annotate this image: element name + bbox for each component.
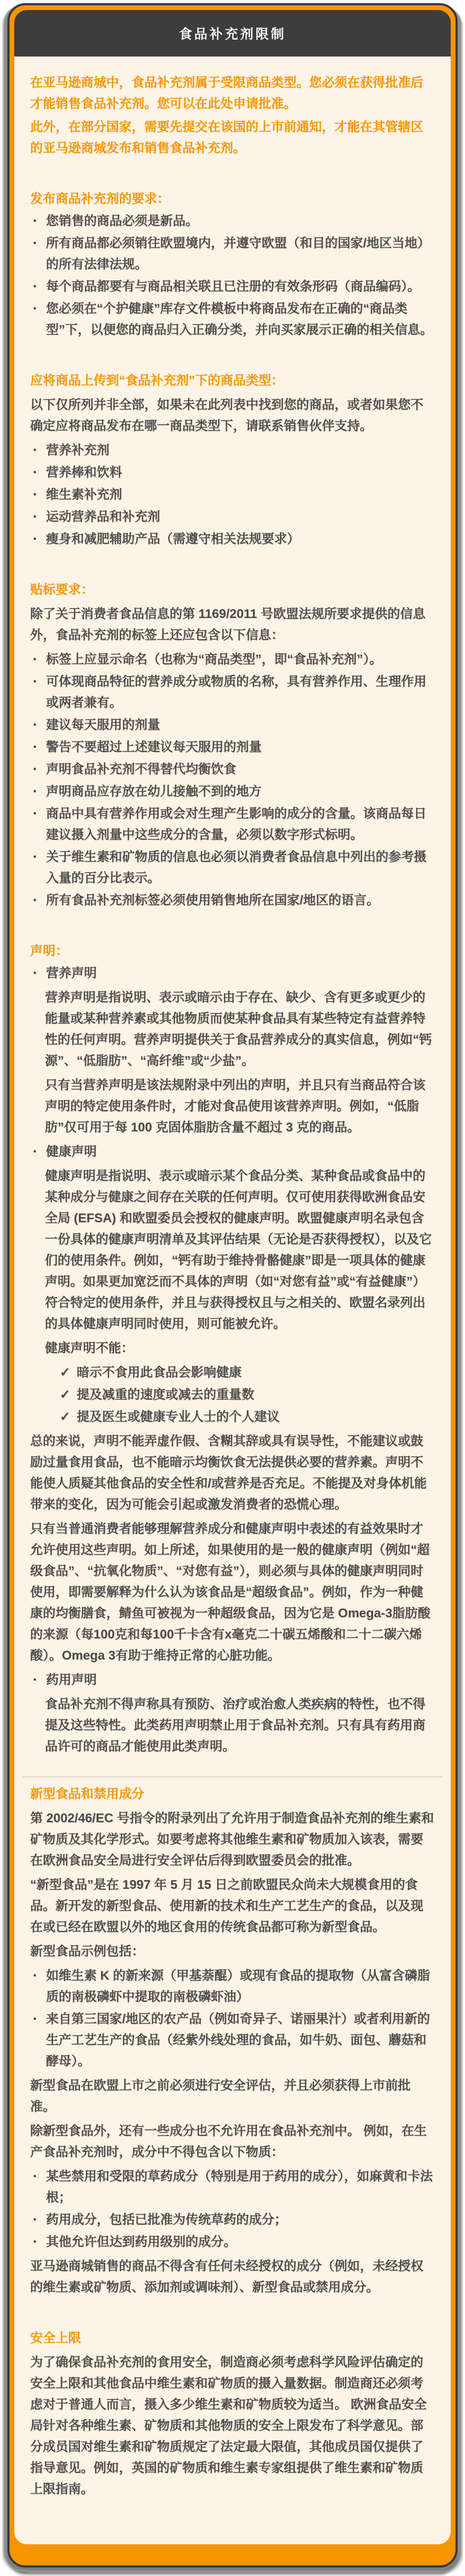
- sub-paragraph: 只有当营养声明是该法规附录中列出的声明，并且只有当商品符合该声明的特定使用条件时，才能对食品使用该营养声明。例如，“低脂肪”仅可用于每 100 克固体脂肪含量不超过 3 克的商品。: [45, 1078, 425, 1135]
- bullet-icon: •: [33, 535, 36, 544]
- section-heading: 声明：: [30, 944, 68, 958]
- list-item-text: 您销售的商品必须是新品。: [46, 214, 198, 228]
- sub-paragraph: 营养声明是指说明、表示或暗示由于存在、缺少、含有更多或更少的能量或某种营养素或其他物质而使某种食品具有某些特定有益营养特性的任何声明。营养声明提供关于食品营养成分的真实信息，例如“钙源”、“低脂肪”、“高纤维”或“少盐”。: [45, 990, 432, 1068]
- paragraph: 亚马逊商城销售的商品不得含有任何未经授权的成分（例如，未经授权的维生素或矿物质、添加剂或调味剂）、新型食品或禁用成分。: [30, 2259, 423, 2294]
- list-item-text: 关于维生素和矿物质的信息也必须以消费者食品信息中列出的参考摄入量的百分比表示。: [46, 850, 426, 885]
- intro-paragraph: 此外，在部分国家，需要先提交在该国的上市前通知，才能在其管辖区的亚马逊商城发布和销售食品补充剂。: [30, 120, 423, 155]
- bullet-list: [30, 440, 435, 550]
- list-item-text: 可体现商品特征的营养成分或物质的名称，具有营养作用、生理作用或两者兼有。: [46, 675, 426, 710]
- list-item-text: 商品中具有营养作用或会对生理产生影响的成分的含量。该商品每日建议摄入剂量中这些成分的含量，必须以数字形式标明。: [46, 807, 426, 842]
- check-list-item: [60, 1384, 435, 1406]
- bullet-icon: •: [33, 1675, 36, 1684]
- list-item-text: 警告不要超过上述建议每天服用的剂量: [46, 740, 262, 754]
- bullet-list: [30, 2166, 435, 2253]
- section-heading: 安全上限: [30, 2331, 81, 2345]
- paragraph: 只有当普通消费者能够理解营养成分和健康声明中表述的有益效果时才允许使用这些声明。如上所述，如果使用的是一般的健康声明（例如“超级食品”、“抗氧化物质”、“对您有益”），则必须与具体的健康声明同时使用，即需要解释为什么认为该食品是“超级食品”。例如，作为一种健康的均衡膳食，鲭鱼可被视为一种超级食品，因为它是 Omega-3脂肪酸的来源（每100克和每100千卡含有x毫克二十碳五烯酸和二十二碳六烯酸）。Omega 3有助于维持正常的心脏功能。: [30, 1522, 431, 1663]
- paragraph: 总的来说，声明不能弄虚作假、含糊其辞或具有误导性，不能建议或鼓励过量食用食品，也不能暗示均衡饮食无法提供必要的营养素。声明不能使人质疑其他食品的安全性和/或营养是否充足。不能提及对身体机能带来的变化，因为可能会引起或激发消费者的恐慌心理。: [30, 1434, 427, 1512]
- section-heading: 新型食品和禁用成分: [30, 1787, 144, 1801]
- list-item-text: 如维生素 K 的新来源（甲基萘醌）或现有食品的提取物（从富含磷脂质的南极磷虾中提取的南极磷虾油）: [46, 1969, 430, 2004]
- section-heading: 贴标要求：: [30, 583, 94, 597]
- list-item-text: 所有食品补充剂标签必须使用销售地所在国家/地区的语言。: [46, 893, 379, 907]
- list-item: [30, 737, 435, 758]
- bullet-icon: •: [33, 1971, 36, 1980]
- bullet-icon: •: [33, 468, 36, 477]
- intro-paragraph: 在亚马逊商城中，食品补充剂属于受限商品类型。您必须在获得批准后才能销售食品补充剂。您可以在此处申请批准。: [30, 76, 423, 111]
- list-item: [30, 649, 435, 670]
- page-title: 食品补充剂限制: [179, 27, 286, 42]
- paragraph: “新型食品”是在 1997 年 5 月 15 日之前欧盟民众尚未大规模食用的食品。新开发的新型食品、使用新的技术和生产工艺生产的食品，以及现在或已经在欧盟以外的地区食用的传统食品都可称为新型食品。: [30, 1878, 423, 1934]
- bullet-icon: •: [33, 304, 36, 313]
- bullet-icon: •: [33, 677, 36, 686]
- list-item-text: 建议每天服用的剂量: [46, 718, 160, 732]
- bullet-icon: •: [33, 896, 36, 905]
- bullet-icon: •: [33, 743, 36, 752]
- bullet-icon: •: [33, 446, 36, 455]
- list-item: [30, 211, 435, 232]
- bullet-icon: •: [33, 787, 36, 796]
- list-item-text: 声明商品应存放在幼儿接触不到的地方: [46, 784, 262, 799]
- list-item-text: 来自第三国家/地区的农产品（例如奇异子、诺丽果汁）或者利用新的生产工艺生产的食品（经紫外线处理的食品，如牛奶、面包、蘑菇和酵母）。: [46, 2012, 430, 2068]
- card-header: [14, 10, 451, 57]
- list-item-text: 每个商品都要有与商品相关联且已注册的有效条形码（商品编码）。: [46, 279, 420, 294]
- paragraph: 除新型食品外，还有一些成分也不允许用在食品补充剂中。 例如，在生产食品补充剂时，成分中不得包含以下物质：: [30, 2124, 427, 2159]
- list-item: [30, 890, 435, 911]
- bullet-icon: •: [33, 217, 36, 226]
- check-list-item: [60, 1362, 435, 1383]
- check-icon: ✓: [60, 1365, 71, 1380]
- list-item-text: 所有商品都必须销往欧盟境内，并遵守欧盟（和目的国家/地区当地）的所有法律法规。: [46, 236, 430, 271]
- list-item: [30, 847, 435, 889]
- bullet-icon: •: [33, 1147, 36, 1156]
- list-item-text: 药用成分，包括已批准为传统草药的成分；: [46, 2213, 287, 2227]
- list-item: [30, 759, 435, 780]
- list-item: [30, 1141, 435, 1163]
- bullet-list: [30, 1965, 435, 2072]
- list-item-text: 营养补充剂: [46, 443, 109, 457]
- bullet-icon: •: [33, 720, 36, 729]
- sub-paragraph: 健康声明不能：: [45, 1341, 134, 1355]
- check-icon: ✓: [60, 1410, 71, 1424]
- list-item: [30, 276, 435, 297]
- list-item: [30, 715, 435, 736]
- list-item-text: 药用声明: [46, 1673, 97, 1687]
- check-item-text: 提及医生或健康专业人士的个人建议: [77, 1410, 280, 1424]
- bullet-icon: •: [33, 809, 36, 818]
- paragraph: 新型食品在欧盟上市之前必须进行安全评估，并且必须获得上市前批准。: [30, 2078, 411, 2114]
- list-item: [30, 484, 435, 505]
- list-item-text: 维生素补充剂: [46, 488, 122, 502]
- list-item: [30, 233, 435, 275]
- list-item: [30, 1965, 435, 2008]
- list-item-text: 健康声明: [46, 1145, 97, 1159]
- list-item-text: 某些禁用和受限的草药成分（特别是用于药用的成分），如麻黄和卡法根；: [46, 2169, 433, 2205]
- bullet-icon: •: [33, 490, 36, 499]
- check-icon: ✓: [60, 1388, 71, 1402]
- list-item: [30, 2232, 435, 2253]
- section-divider: [23, 1776, 442, 1777]
- list-item-text: 其他允许但达到药用级别的成分。: [46, 2235, 236, 2249]
- list-item-text: 营养声明: [46, 966, 97, 980]
- card-body: [14, 57, 451, 2544]
- check-list-item: [60, 1407, 435, 1428]
- list-item-text: 瘦身和减肥辅助产品（需遵守相关法规要求）: [46, 532, 300, 546]
- bullet-icon: •: [33, 853, 36, 861]
- list-item: [30, 2166, 435, 2208]
- list-item-text: 营养棒和饮料: [46, 465, 122, 480]
- paragraph: 为了确保食品补充剂的食用安全，制造商必须考虑科学风险评估确定的安全上限和其他食品中维生素和矿物质的摄入量数据。制造商还必须考虑对于普通人而言，摄入多少维生素和矿物质较为适当。 欧洲食品安全局针对各种维生素、矿物质和其他物质的安全上限发布了科学意见。部分成员国对维生素和矿物质规定了法定最大限值，其他成员国仅提供了指导意见。例如，英国的矿物质和维生素专家组提供了维生素和矿物质上限指南。: [30, 2355, 427, 2496]
- list-item-text: 标签上应显示命名（也称为“商品类型”，即“食品补充剂”）。: [46, 652, 382, 667]
- check-item-text: 提及减重的速度或减去的重量数: [77, 1388, 255, 1402]
- restriction-card: [7, 3, 458, 2568]
- bullet-icon: •: [33, 282, 36, 291]
- list-item: [30, 803, 435, 846]
- list-item: [30, 2009, 435, 2072]
- bullet-icon: •: [33, 239, 36, 248]
- list-item-text: 您必须在“个护健康”库存文件模板中将商品发布在正确的“商品类型”下，以便您的商品归入正确分类，并向买家展示正确的相关信息。: [46, 302, 433, 337]
- bullet-icon: •: [33, 765, 36, 774]
- paragraph: 除了关于消费者食品信息的第 1169/2011 号欧盟法规所要求提供的信息外，食品补充剂的标签上还应包含以下信息：: [30, 607, 426, 642]
- bullet-icon: •: [33, 2215, 36, 2224]
- intro-section: [30, 72, 435, 159]
- list-item-text: 声明食品补充剂不得替代均衡饮食: [46, 762, 236, 776]
- list-item: [30, 440, 435, 461]
- check-item-text: 暗示不食用此食品会影响健康: [77, 1365, 242, 1380]
- content-sections: [30, 189, 435, 2500]
- list-item: [30, 298, 435, 341]
- bullet-list: [30, 1670, 435, 1691]
- list-item: [30, 507, 435, 528]
- section-heading: 应将商品上传到“食品补充剂”下的商品类型：: [30, 373, 284, 388]
- list-item: [30, 671, 435, 714]
- list-item: [30, 529, 435, 550]
- bullet-list: [30, 963, 435, 984]
- list-item: [30, 462, 435, 483]
- paragraph: 新型食品示例包括：: [30, 1944, 144, 1959]
- bullet-list: [30, 1141, 435, 1163]
- bullet-list: [30, 649, 435, 911]
- bullet-icon: •: [33, 2237, 36, 2246]
- paragraph: 以下仅所列并非全部，如果未在此列表中找到您的商品，或者如果您不确定应将商品发布在哪一商品类型下，请联系销售伙伴支持。: [30, 398, 423, 433]
- bullet-list: [30, 211, 435, 341]
- sub-paragraph: 健康声明是指说明、表示或暗示某个食品分类、某种食品或食品中的某种成分与健康之间存在关联的任何声明。仅可使用获得欧洲食品安全局 (EFSA) 和欧盟委员会授权的健康声明。欧盟健康声明名录包含一份具体的健康声明清单及其评估结果（无论是否获得授权），以及它们的使用条件。例如，“钙有助于维持骨骼健康”即是一项具体的健康声明。如果更加宽泛而不具体的声明（如“对您有益”或“有益健康”）符合特定的使用条件，并且与获得授权且与之相关的、欧盟名录列出的具体健康声明同时使用，则可能被允许。: [45, 1169, 432, 1331]
- list-item: [30, 781, 435, 802]
- bullet-icon: •: [33, 2172, 36, 2181]
- list-item: [30, 1670, 435, 1691]
- bullet-icon: •: [33, 512, 36, 521]
- paragraph: 第 2002/46/EC 号指令的附录列出了允许用于制造食品补充剂的维生素和矿物质及其化学形式。如要考虑将其他维生素和矿物质加入该表，需要在欧洲食品安全局进行安全评估后得到欧盟委员会的批准。: [30, 1811, 434, 1868]
- list-item: [30, 2209, 435, 2231]
- section-heading: 发布商品补充剂的要求：: [30, 192, 170, 206]
- list-item: [30, 963, 435, 984]
- bullet-icon: •: [33, 969, 36, 978]
- bullet-icon: •: [33, 655, 36, 664]
- list-item-text: 运动营养品和补充剂: [46, 510, 160, 524]
- check-list: [30, 1362, 435, 1428]
- bullet-icon: •: [33, 2015, 36, 2024]
- sub-paragraph: 食品补充剂不得声称具有预防、治疗或治愈人类疾病的特性，也不得提及这些特性。此类药用声明禁止用于食品补充剂。只有具有药用商品许可的商品才能使用此类声明。: [45, 1697, 425, 1754]
- card-inner: [14, 10, 451, 2544]
